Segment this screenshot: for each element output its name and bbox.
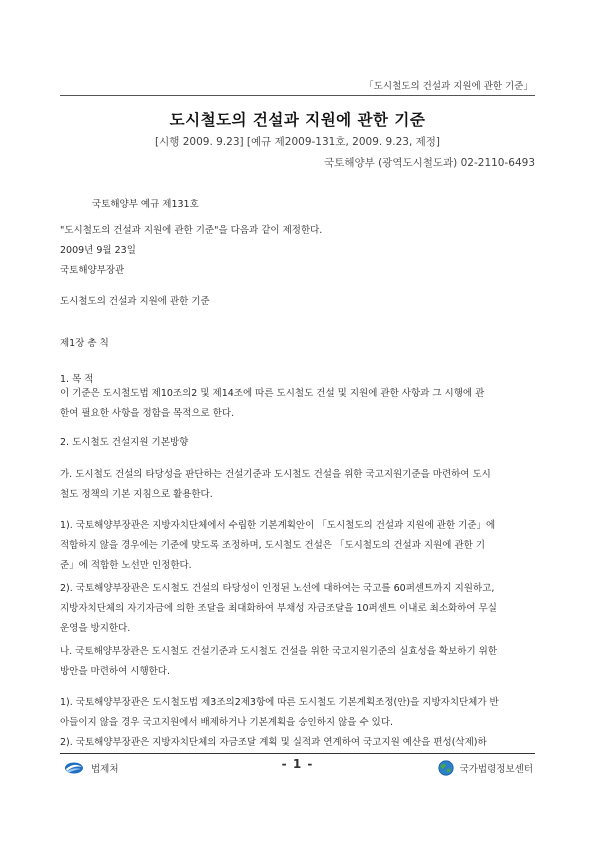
body-line: 2). 국토해양부장관은 도시철도 건설의 타당성이 인정된 노선에 대하여는 국고를 60퍼센트까지 지원하고, bbox=[60, 583, 495, 594]
enforcement-info: [시행 2009. 9.23] [예규 제2009-131호, 2009. 9.23, 제정] bbox=[155, 136, 440, 148]
footer-divider bbox=[60, 753, 535, 754]
header-divider bbox=[60, 95, 535, 96]
body-line: 1). 국토해양부장관은 도시철도법 제3조의2제3항에 따른 도시철도 기본계획조정(안)을 지방자치단체가 반 bbox=[60, 697, 499, 708]
footer-publisher bbox=[438, 758, 533, 778]
section-heading: 1. 목 적 bbox=[60, 374, 94, 385]
body-line: 한여 필요한 사항을 정함을 목적으로 한다. bbox=[60, 408, 235, 419]
document-title: 도시철도의 건설과 지원에 관한 기준 bbox=[169, 111, 426, 129]
body-line: 2009년 9월 23일 bbox=[60, 245, 136, 256]
body-line: 준」에 적합한 노선만 인정한다. bbox=[60, 560, 192, 571]
ministry-contact: 국토해양부 (광역도시철도과) 02-2110-6493 bbox=[324, 157, 535, 169]
body-line: 방안을 마련하여 시행한다. bbox=[60, 666, 171, 677]
body-line: 나. 국토해양부장관은 도시철도 건설기준과 도시철도 건설을 위한 국고지원기준의 실효성을 확보하기 위한 bbox=[60, 646, 498, 657]
section-heading: 2. 도시철도 건설지원 기본방향 bbox=[60, 437, 189, 448]
body-line: 이 기준은 도시철도법 제10조의2 및 제14조에 따른 도시철도 건설 및 지원에 관한 사항과 그 시행에 관 bbox=[60, 388, 485, 399]
body-line: 2). 국토해양부장관은 지방자치단체의 자금조달 계획 및 실적과 연계하여 국고지원 예산을 편성(삭제)하 bbox=[60, 737, 487, 748]
body-line: 지방자치단체의 자기자금에 의한 조달을 최대화하여 부채성 자금조달을 10퍼센트 이내로 최소화하여 무실 bbox=[60, 603, 497, 614]
body-line: "도시철도의 건설과 지원에 관한 기준"을 다음과 같이 제정한다. bbox=[60, 225, 323, 236]
body-line: 가. 도시철도 건설의 타당성을 판단하는 건설기준과 도시철도 건설을 위한 국고지원기준을 마련하여 도시 bbox=[60, 469, 491, 480]
body-line: 1). 국토해양부장관은 지방자치단체에서 수립한 기본계획안이 「도시철도의 건설과 지원에 관한 기준」에 bbox=[60, 520, 496, 531]
body-line: 철도 정책의 기본 지침으로 활용한다. bbox=[60, 489, 213, 500]
footer-right-label: 국가법령정보센터 bbox=[459, 764, 533, 775]
decree-number: 국토해양부 예규 제131호 bbox=[92, 199, 199, 210]
body-line: 도시철도의 건설과 지원에 관한 기준 bbox=[60, 296, 210, 307]
running-header: 「도시철도의 건설과 지원에 관한 기준」 bbox=[364, 81, 533, 92]
footer-left-label: 법제처 bbox=[91, 764, 119, 775]
chapter-heading: 제1장 총 칙 bbox=[60, 338, 109, 349]
globe-icon bbox=[438, 760, 454, 776]
body-line: 운영을 방지한다. bbox=[60, 623, 131, 634]
body-line: 적합하지 않을 경우에는 기준에 맞도록 조정하며, 도시철도 건설은 「도시철도의 건설과 지원에 관한 기 bbox=[60, 540, 486, 551]
body-line: 아들이지 않을 경우 국고지원에서 배제하거나 기본계획을 승인하지 않을 수 있다. bbox=[60, 717, 394, 728]
page-number: - 1 - bbox=[281, 757, 314, 771]
body-line: 국토해양부장관 bbox=[60, 265, 125, 276]
